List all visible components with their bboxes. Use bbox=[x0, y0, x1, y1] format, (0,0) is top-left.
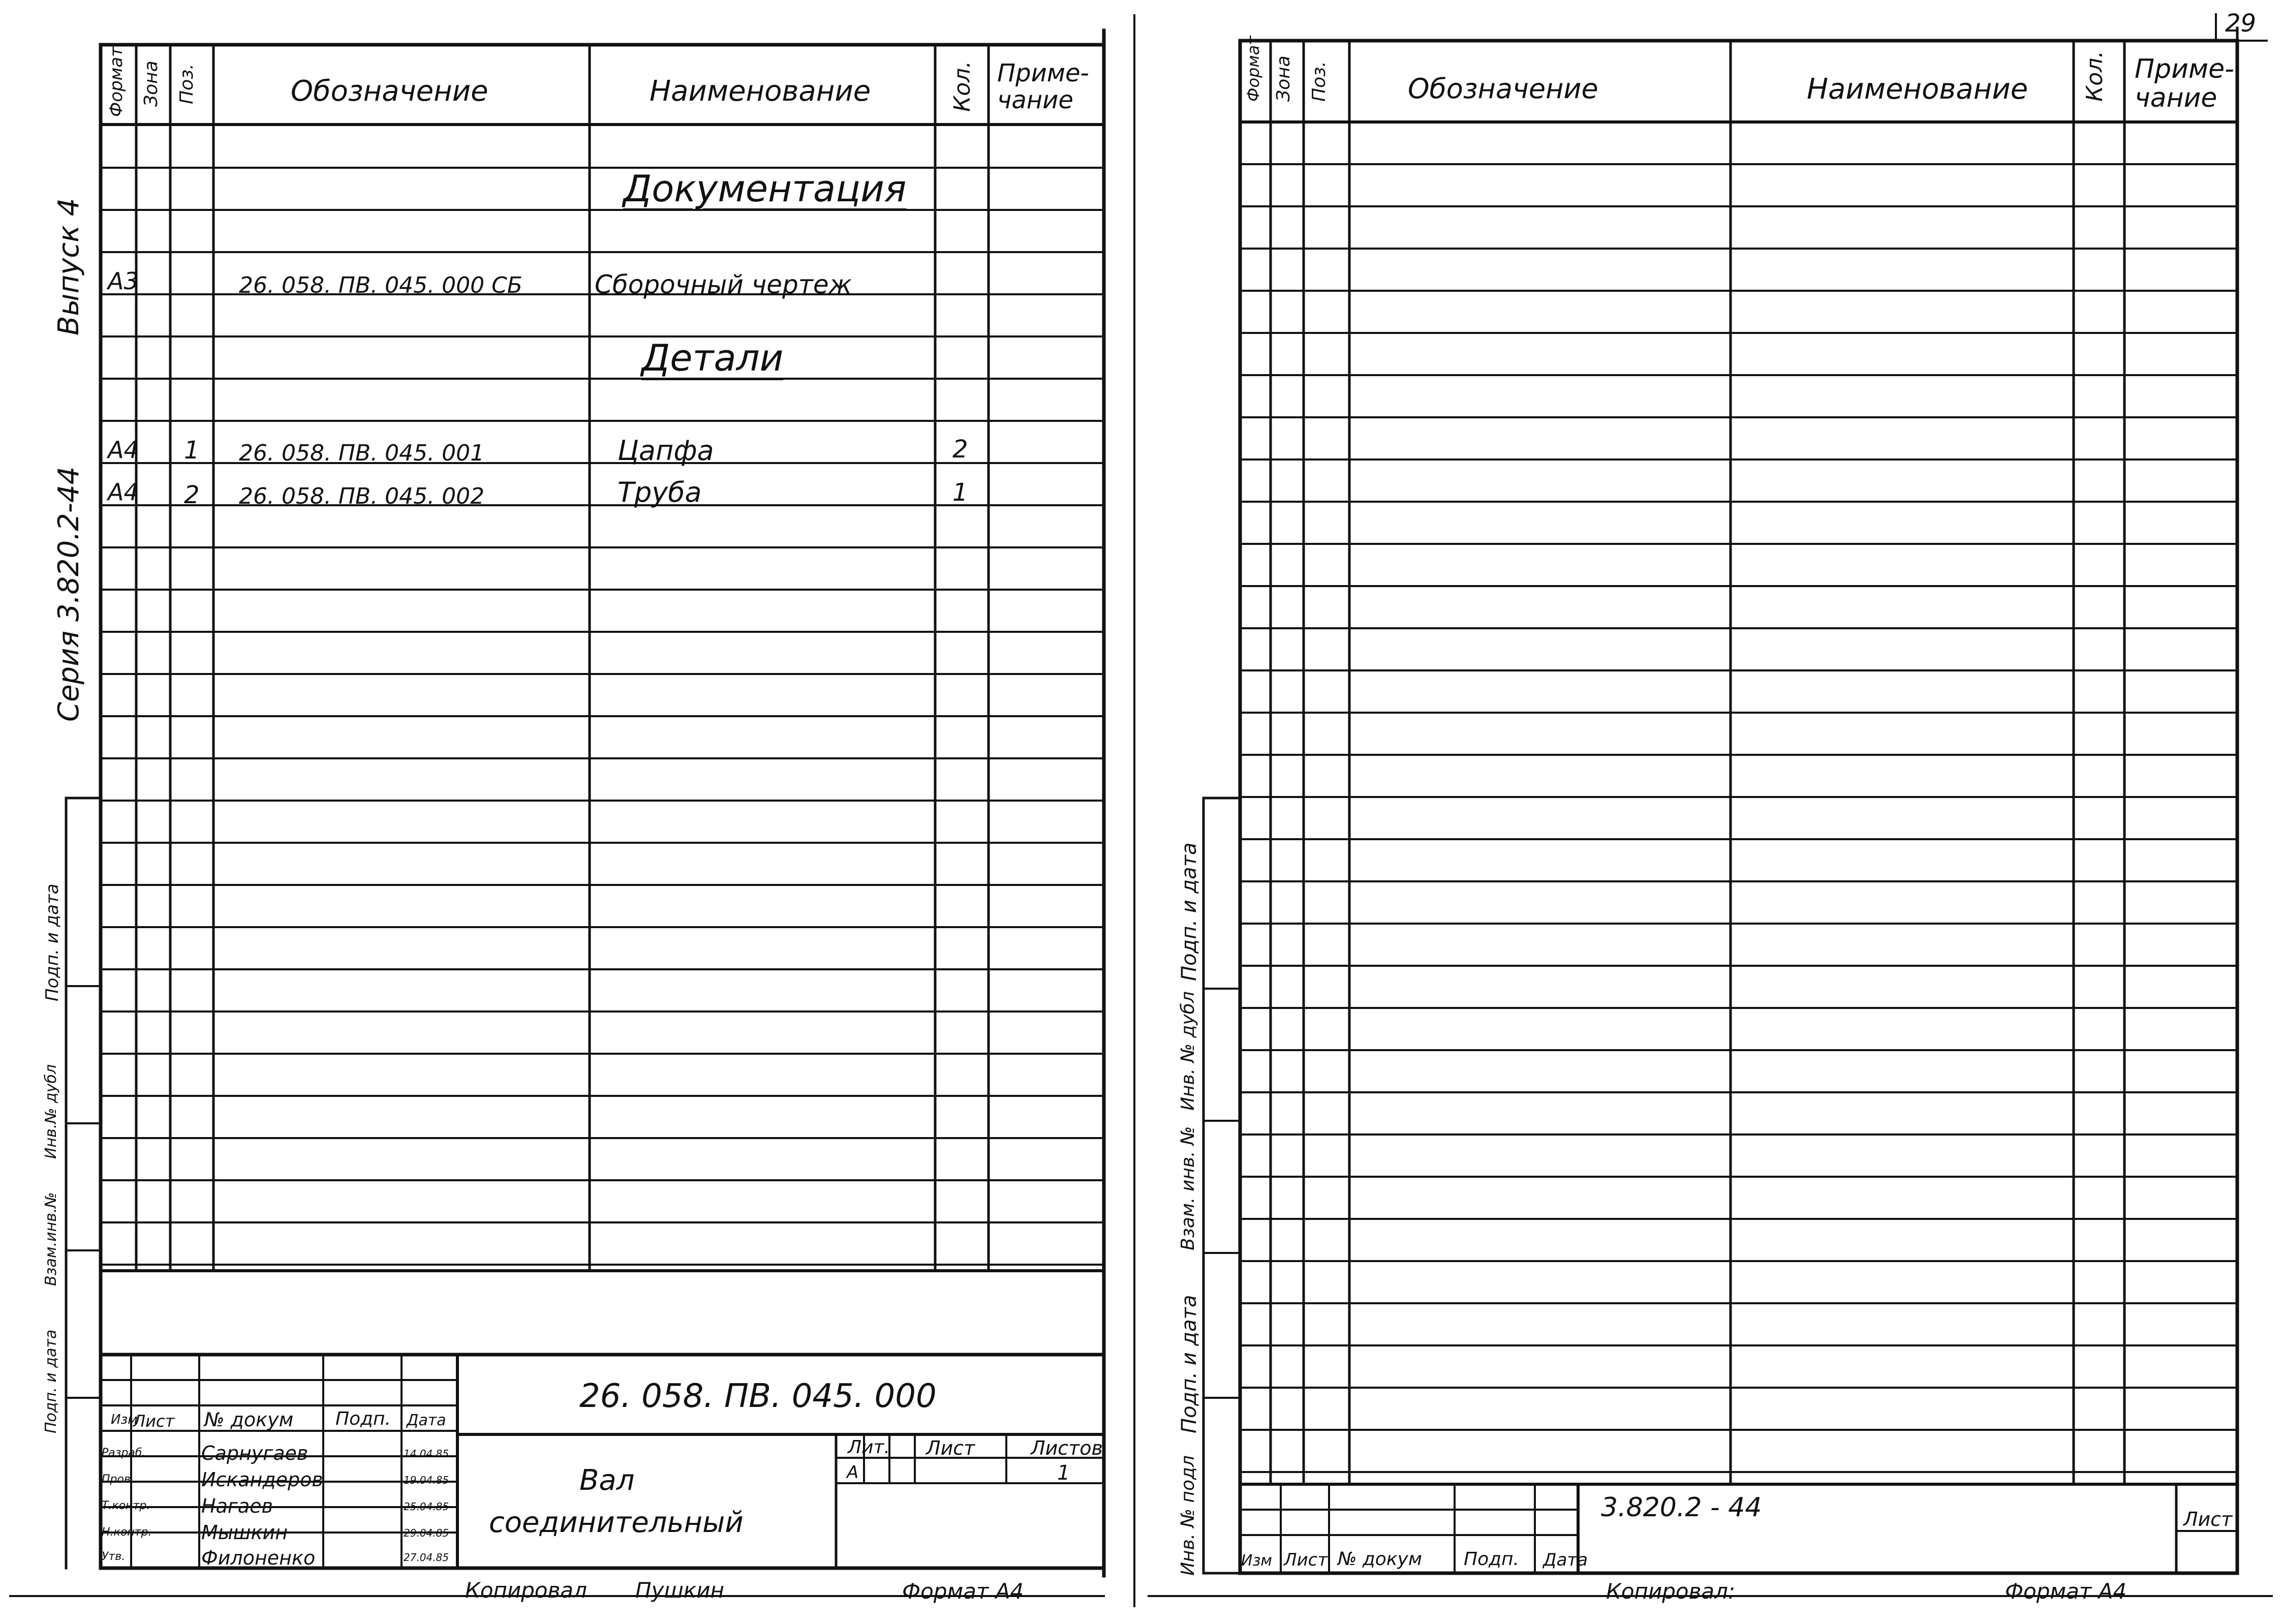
header-zone: Зона bbox=[141, 60, 162, 107]
header-format: Формат bbox=[106, 47, 127, 117]
left-footer-copied: Копировал bbox=[465, 1578, 587, 1603]
tb-col-date: Дата bbox=[407, 1412, 446, 1429]
page-number: 29 bbox=[2225, 9, 2257, 38]
header-zone: Зона bbox=[1273, 55, 1294, 102]
stamp-col-list: Лист bbox=[1284, 1550, 1328, 1570]
row-format: А3 bbox=[108, 267, 139, 295]
tb-person-name: Сарнугаев bbox=[201, 1442, 308, 1464]
section-parts: Детали bbox=[641, 336, 784, 379]
tb-lit-header: Лит. bbox=[848, 1437, 890, 1458]
stamp-col-doc: № докум bbox=[1338, 1549, 1423, 1570]
stamp-col-izm: Изм bbox=[1241, 1552, 1273, 1570]
tb-person-name: Нагаев bbox=[201, 1495, 273, 1517]
stamp-col-date: Дата bbox=[1543, 1550, 1588, 1570]
row-name: Сборочный чертеж bbox=[595, 270, 852, 299]
issue-label: Выпуск 4 bbox=[52, 198, 85, 335]
tb-sheets-header: Листов bbox=[1031, 1437, 1103, 1459]
tb-col-izm: Изм bbox=[111, 1412, 138, 1427]
tb-person-name: Искандеров bbox=[201, 1468, 323, 1491]
tb-lit-value: А bbox=[847, 1462, 859, 1483]
left-margin-label-3: Взам.инв.№ bbox=[42, 1192, 60, 1286]
header-designation: Обозначение bbox=[291, 75, 488, 108]
row-qty: 2 bbox=[952, 435, 968, 464]
stamp-col-sign: Подп. bbox=[1464, 1549, 1519, 1570]
tb-sheet-header: Лист bbox=[926, 1437, 975, 1459]
header-name: Наименование bbox=[650, 75, 871, 108]
row-name: Труба bbox=[618, 476, 702, 508]
row-format: А4 bbox=[108, 478, 139, 506]
tb-person-date: 25.04.85 bbox=[404, 1500, 449, 1513]
title-block-title-line1: Вал bbox=[579, 1464, 635, 1497]
header-qty: Кол. bbox=[949, 60, 975, 112]
header-format: Формат bbox=[1244, 36, 1263, 102]
row-qty: 1 bbox=[952, 478, 968, 507]
stamp-sheet-label: Лист bbox=[2183, 1508, 2233, 1530]
stamp-doc-number: 3.820.2 - 44 bbox=[1601, 1492, 1762, 1523]
header-note: Приме- чание bbox=[997, 59, 1089, 114]
row-designation: 26. 058. ПВ. 045. 000 СБ bbox=[239, 272, 522, 298]
right-margin-label-2: Инв. № дубл bbox=[1178, 991, 1198, 1111]
header-note: Приме- чание bbox=[2135, 54, 2234, 114]
tb-person-role: Т.контр. bbox=[102, 1499, 150, 1512]
row-pos: 2 bbox=[184, 481, 200, 509]
header-qty: Кол. bbox=[2082, 50, 2108, 102]
tb-person-name: Филоненко bbox=[201, 1547, 316, 1569]
row-designation: 26. 058. ПВ. 045. 002 bbox=[239, 483, 485, 509]
tb-sheets-value: 1 bbox=[1057, 1461, 1070, 1485]
title-block-doc-number: 26. 058. ПВ. 045. 000 bbox=[579, 1377, 937, 1415]
tb-col-doc: № докум bbox=[204, 1408, 294, 1431]
row-designation: 26. 058. ПВ. 045. 001 bbox=[239, 440, 485, 466]
left-margin-label-2: Инв.№ дубл bbox=[42, 1064, 60, 1159]
tb-col-sign: Подп. bbox=[335, 1408, 391, 1429]
tb-person-role: Н.контр. bbox=[102, 1526, 152, 1539]
header-pos: Поз. bbox=[176, 64, 197, 104]
left-footer-format: Формат А4 bbox=[902, 1579, 1024, 1604]
title-block-title-line2: соединительный bbox=[489, 1506, 744, 1539]
row-name: Цапфа bbox=[618, 435, 714, 467]
right-margin-label-4: Подп. и дата bbox=[1178, 1295, 1201, 1433]
tb-person-date: 19.04.85 bbox=[404, 1474, 449, 1486]
tb-person-date: 27.04.85 bbox=[404, 1551, 449, 1564]
row-format: А4 bbox=[108, 436, 139, 464]
right-margin-label-5: Инв. № подл bbox=[1178, 1455, 1198, 1576]
right-margin-label-3: Взам. инв. № bbox=[1178, 1126, 1198, 1250]
tb-person-date: 14.04.85 bbox=[404, 1448, 449, 1460]
header-pos: Поз. bbox=[1309, 61, 1330, 102]
right-footer-format: Формат А4 bbox=[2005, 1579, 2127, 1604]
left-margin-label-4: Подп. и дата bbox=[42, 1329, 60, 1433]
header-designation: Обозначение bbox=[1408, 73, 1598, 105]
right-margin-label-1: Подп. и дата bbox=[1178, 842, 1201, 981]
left-margin-label-1: Подп. и дата bbox=[42, 883, 63, 1001]
tb-person-role: Пров. bbox=[102, 1473, 134, 1486]
left-footer-copier: Пушкин bbox=[635, 1578, 724, 1603]
header-name: Наименование bbox=[1807, 73, 2028, 106]
right-footer-copied: Копировал: bbox=[1606, 1579, 1736, 1604]
tb-person-role: Утв. bbox=[102, 1550, 126, 1563]
tb-person-date: 29.04.85 bbox=[404, 1527, 449, 1539]
tb-person-name: Мышкин bbox=[201, 1521, 288, 1544]
series-label: Серия 3.820.2-44 bbox=[52, 466, 85, 722]
section-documentation: Документация bbox=[623, 167, 907, 210]
row-pos: 1 bbox=[184, 436, 200, 465]
tb-person-role: Разраб. bbox=[102, 1447, 146, 1459]
tb-col-list: Лист bbox=[133, 1412, 175, 1431]
